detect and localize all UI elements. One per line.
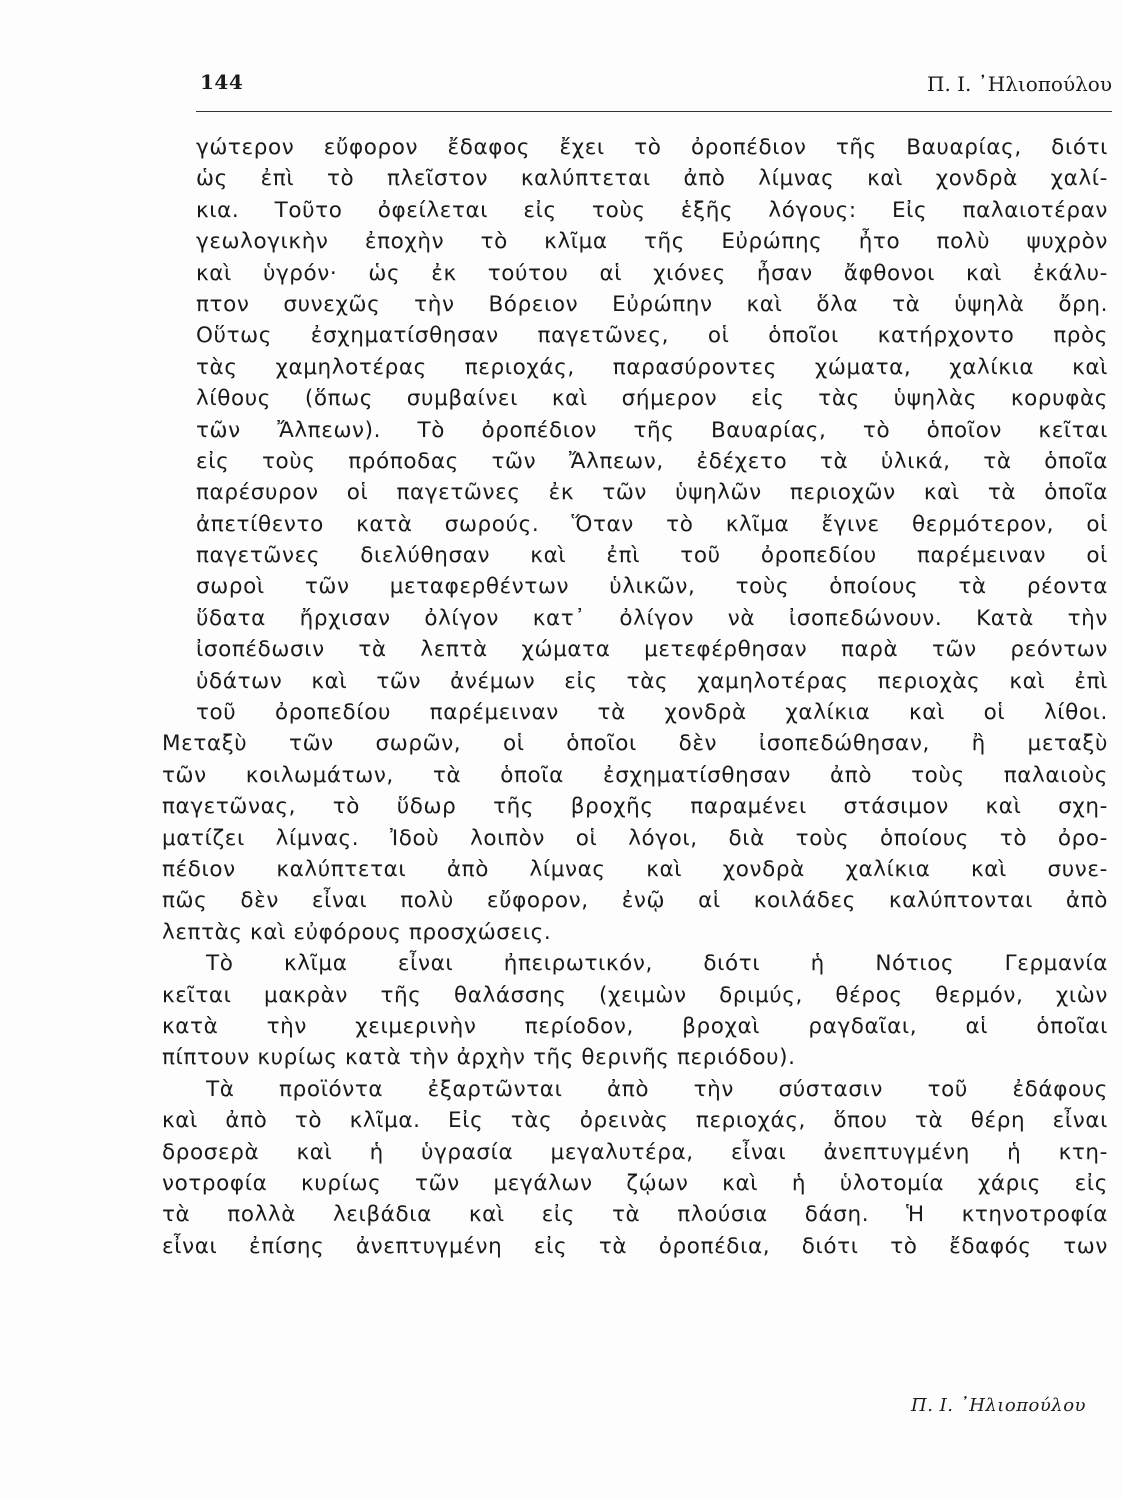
text-line: γώτερον εὔφορον ἔδαφος ἔχει τὸ ὀροπέδιον τῆς Βαυαρίας, διότι bbox=[196, 135, 1108, 160]
text-line: παγετῶνες διελύθησαν καὶ ἐπὶ τοῦ ὀροπεδίου παρέμειναν οἱ bbox=[196, 543, 1108, 569]
body-text bbox=[162, 132, 1108, 1262]
text-line: Τὸ κλῖμα εἶναι ἠπειρωτικόν, διότι ἡ Νότιος Γερμανία bbox=[206, 951, 1108, 977]
running-head bbox=[200, 70, 1112, 100]
text-line: πτον συνεχῶς τὴν Βόρειον Εὐρώπην καὶ ὅλα τὰ ὑψηλὰ ὄρη. bbox=[196, 291, 1108, 317]
text-line: Οὕτως ἐσχηματίσθησαν παγετῶνες, οἱ ὁποῖοι κατήρχοντο πρὸς bbox=[196, 323, 1108, 349]
text-line: καὶ ὑγρόν· ὡς ἐκ τούτου αἱ χιόνες ἦσαν ἄφθονοι καὶ ἐκάλυ- bbox=[196, 260, 1108, 286]
text-line: νοτροφία κυρίως τῶν μεγάλων ζῴων καὶ ἡ ὑλοτομία χάρις εἰς bbox=[162, 1170, 1108, 1196]
text-line: καὶ ἀπὸ τὸ κλῖμα. Εἰς τὰς ὀρεινὰς περιοχάς, ὅπου τὰ θέρη εἶναι bbox=[162, 1108, 1108, 1134]
text-line: δροσερὰ καὶ ἡ ὑγρασία μεγαλυτέρα, εἶναι ἀνεπτυγμένη ἡ κτη- bbox=[162, 1139, 1108, 1165]
text-line: πῶς δὲν εἶναι πολὺ εὔφορον, ἐνῷ αἱ κοιλάδες καλύπτονται ἀπὸ bbox=[162, 888, 1108, 914]
paragraph-3 bbox=[162, 1074, 1108, 1262]
text-line: ἰσοπέδωσιν τὰ λεπτὰ χώματα μετεφέρθησαν παρὰ τῶν ρεόντων bbox=[196, 637, 1108, 663]
text-line: ἀπετίθεντο κατὰ σωρούς. Ὅταν τὸ κλῖμα ἔγινε θερμότερον, οἱ bbox=[196, 511, 1108, 537]
text-line: σωροὶ τῶν μεταφερθέντων ὑλικῶν, τοὺς ὁποίους τὰ ρέοντα bbox=[196, 574, 1108, 600]
paragraph-2 bbox=[162, 948, 1108, 1074]
page-number: 144 bbox=[200, 70, 244, 94]
text-line: τοῦ ὀροπεδίου παρέμειναν τὰ χονδρὰ χαλίκια καὶ οἱ λίθοι. bbox=[196, 700, 1108, 726]
text-line: λίθους (ὅπως συμβαίνει καὶ σήμερον εἰς τὰς ὑψηλὰς κορυφὰς bbox=[196, 386, 1108, 412]
text-line: τὰ πολλὰ λειβάδια καὶ εἰς τὰ πλούσια δάση. Ἡ κτηνοτροφία bbox=[162, 1202, 1108, 1228]
text-line: τῶν κοιλωμάτων, τὰ ὁποῖα ἐσχηματίσθησαν ἀπὸ τοὺς παλαιοὺς bbox=[162, 762, 1108, 788]
text-line: τῶν Ἄλπεων). Τὸ ὀροπέδιον τῆς Βαυαρίας, τὸ ὁποῖον κεῖται bbox=[196, 417, 1108, 443]
text-line: κια. Τοῦτο ὀφείλεται εἰς τοὺς ἑξῆς λόγους: Εἰς παλαιοτέραν bbox=[196, 197, 1108, 223]
header-rule bbox=[196, 111, 1112, 112]
text-line: Τὰ προϊόντα ἐξαρτῶνται ἀπὸ τὴν σύστασιν τοῦ ἐδάφους bbox=[206, 1076, 1108, 1102]
text-line: Μεταξὺ τῶν σωρῶν, οἱ ὁποῖοι δὲν ἰσοπεδώθησαν, ἢ μεταξὺ bbox=[162, 731, 1108, 757]
text-line: παρέσυρον οἱ παγετῶνες ἐκ τῶν ὑψηλῶν περιοχῶν καὶ τὰ ὁποῖα bbox=[196, 480, 1108, 506]
footer-author: Π. Ι. ᾿Ηλιοπούλου bbox=[911, 1395, 1086, 1416]
text-line: παγετῶνας, τὸ ὕδωρ τῆς βροχῆς παραμένει στάσιμον καὶ σχη- bbox=[162, 794, 1108, 820]
text-line: κεῖται μακρὰν τῆς θαλάσσης (χειμὼν δριμύς, θέρος θερμόν, χιὼν bbox=[162, 982, 1108, 1008]
text-line: γεωλογικὴν ἐποχὴν τὸ κλῖμα τῆς Εὐρώπης ἦτο πολὺ ψυχρὸν bbox=[196, 229, 1108, 255]
text-line: εἰς τοὺς πρόποδας τῶν Ἄλπεων, ἐδέχετο τὰ ὑλικά, τὰ ὁποῖα bbox=[196, 448, 1108, 474]
text-line: εἶναι ἐπίσης ἀνεπτυγμένη εἰς τὰ ὀροπέδια, διότι τὸ ἔδαφός των bbox=[162, 1233, 1108, 1259]
text-line: ὡς ἐπὶ τὸ πλεῖστον καλύπτεται ἀπὸ λίμνας καὶ χονδρὰ χαλί- bbox=[196, 166, 1108, 192]
text-line: πίπτουν κυρίως κατὰ τὴν ἀρχὴν τῆς θερινῆς περιόδου). bbox=[162, 1045, 796, 1071]
text-line: κατὰ τὴν χειμερινὴν περίοδον, βροχαὶ ραγδαῖαι, αἱ ὁποῖαι bbox=[162, 1013, 1108, 1039]
text-line: πέδιον καλύπτεται ἀπὸ λίμνας καὶ χονδρὰ χαλίκια καὶ συνε- bbox=[162, 856, 1108, 882]
paragraph-1 bbox=[162, 132, 1108, 948]
running-head-author: Π. Ι. ᾿Ηλιοπούλου bbox=[927, 72, 1112, 96]
text-line: λεπτὰς καὶ εὐφόρους προσχώσεις. bbox=[162, 919, 552, 945]
text-line: ὑδάτων καὶ τῶν ἀνέμων εἰς τὰς χαμηλοτέρας περιοχὰς καὶ ἐπὶ bbox=[196, 668, 1108, 694]
text-line: ὕδατα ἤρχισαν ὀλίγον κατ᾽ ὀλίγον νὰ ἰσοπεδώνουν. Κατὰ τὴν bbox=[196, 605, 1108, 631]
text-line: ματίζει λίμνας. Ἰδοὺ λοιπὸν οἱ λόγοι, διὰ τοὺς ὁποίους τὸ ὀρο- bbox=[162, 825, 1108, 851]
text-line: τὰς χαμηλοτέρας περιοχάς, παρασύροντες χώματα, χαλίκια καὶ bbox=[196, 354, 1108, 380]
